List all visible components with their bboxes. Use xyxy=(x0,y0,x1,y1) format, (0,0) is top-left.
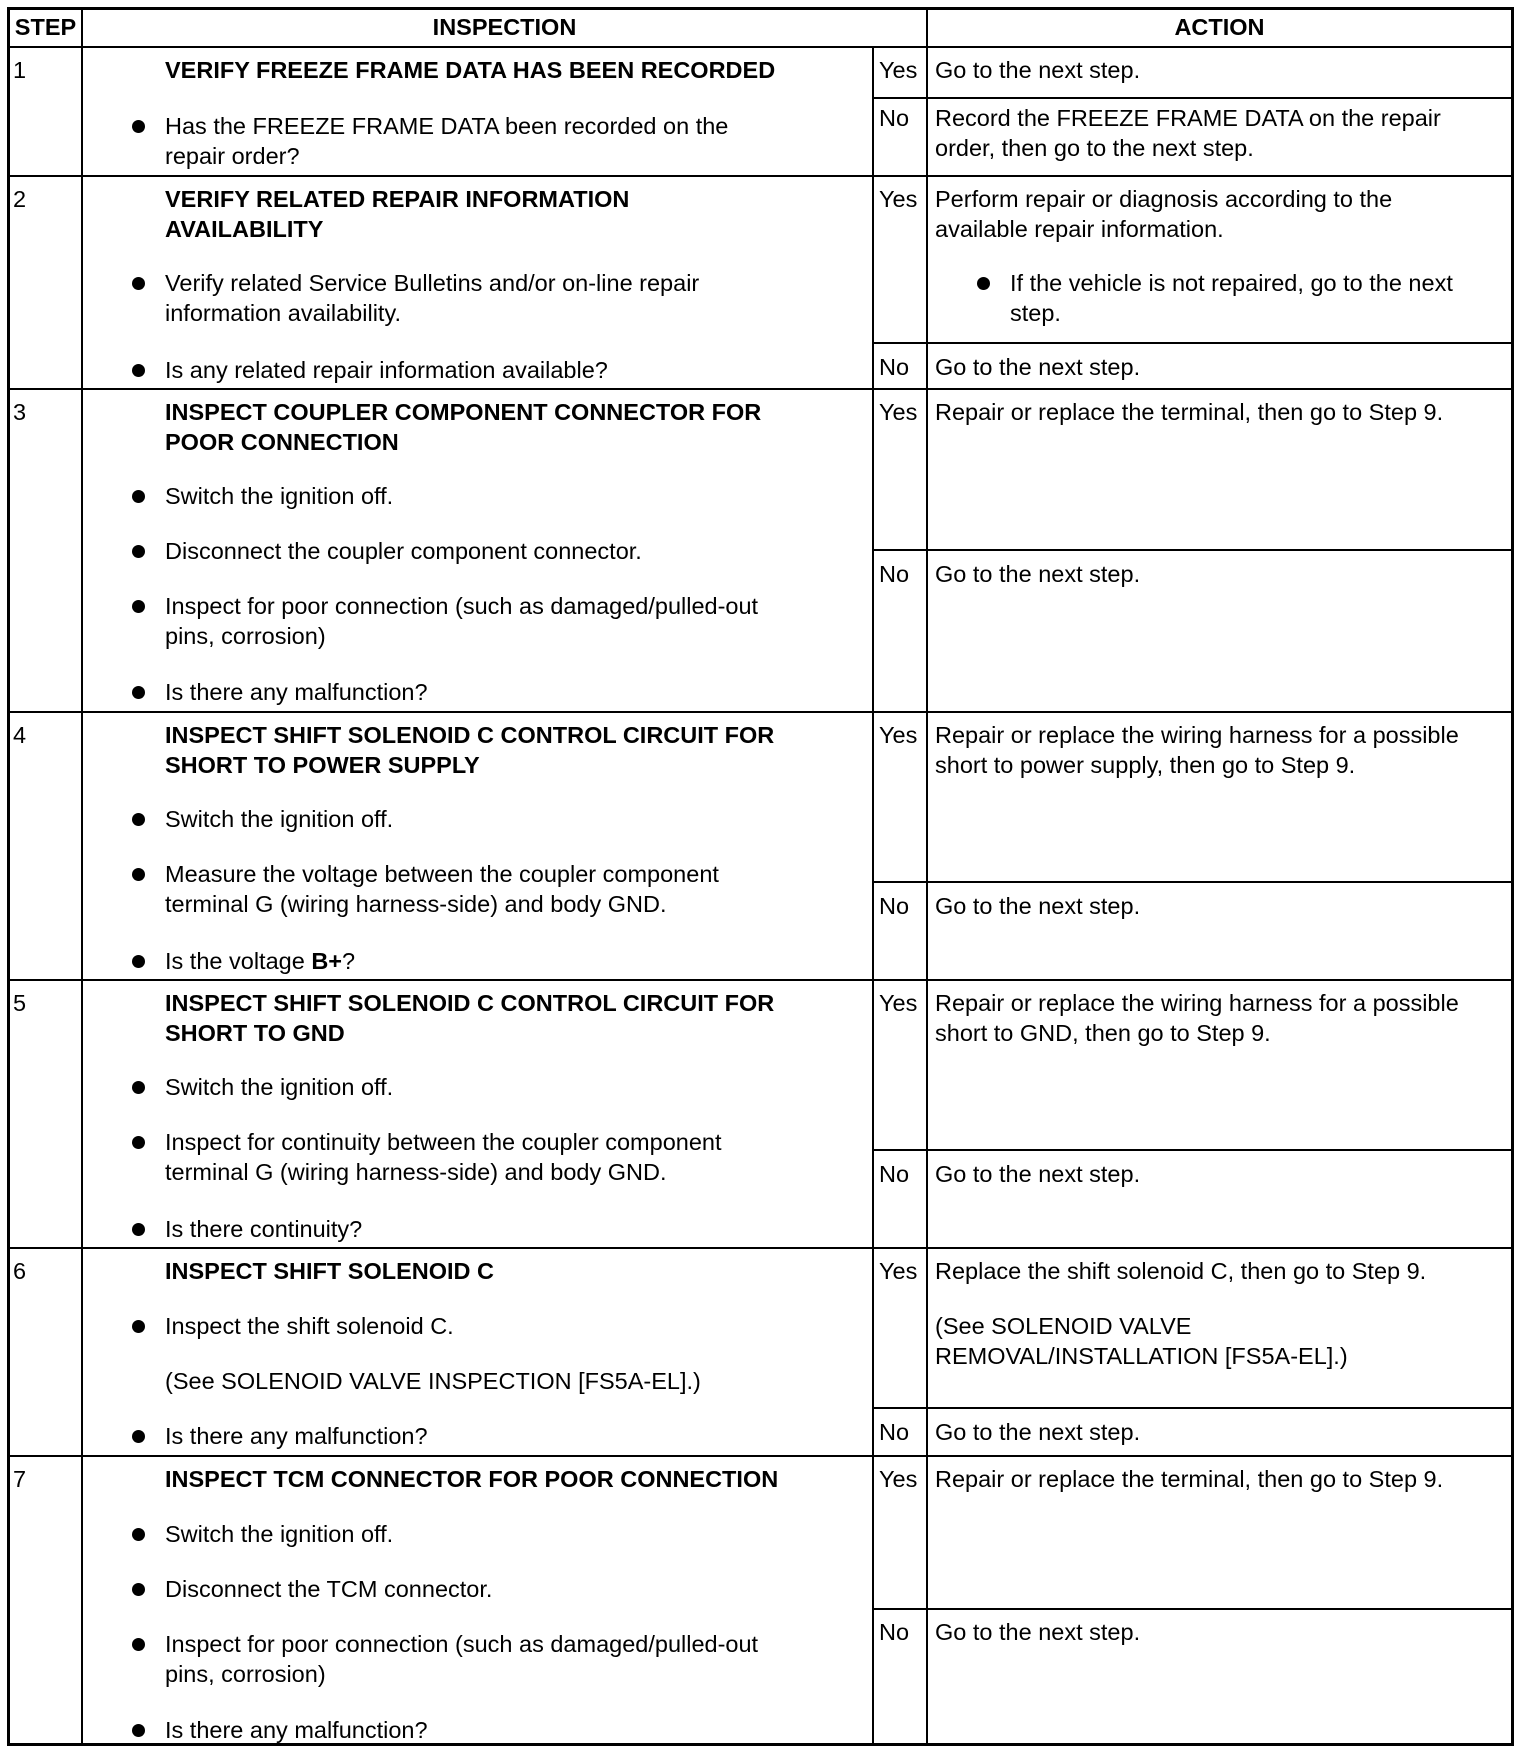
no-action: Go to the next step. xyxy=(935,1619,1141,1645)
bullet-icon xyxy=(132,364,145,377)
step-number: 3 xyxy=(13,399,27,425)
step-number: 6 xyxy=(13,1258,27,1284)
row-divider-4 xyxy=(7,979,1513,981)
step-number: 2 xyxy=(13,186,27,212)
inspection-bullet xyxy=(165,946,865,976)
bullet-icon xyxy=(977,277,990,290)
bullet-icon xyxy=(132,1583,145,1596)
step-title: VERIFY RELATED REPAIR INFORMATION AVAILABILITY xyxy=(165,186,630,242)
no-label: No xyxy=(879,1619,910,1645)
yes-no-divider-1 xyxy=(872,97,1513,99)
table-border-left xyxy=(7,7,10,1746)
yes-label: Yes xyxy=(879,990,918,1016)
yes-no-divider-5 xyxy=(872,1149,1513,1151)
yes-action: Repair or replace the terminal, then go to Step 9. xyxy=(935,399,1444,425)
row-divider-3 xyxy=(7,711,1513,713)
step-number: 7 xyxy=(13,1466,27,1492)
bullet-icon xyxy=(132,1528,145,1541)
row-divider-6 xyxy=(7,1455,1513,1457)
column-divider-step xyxy=(81,7,83,1746)
yes-action: Repair or replace the wiring harness for a possible short to power supply, then go to Step 9. xyxy=(935,722,1459,778)
step-number: 5 xyxy=(13,990,27,1016)
bullet-icon xyxy=(132,1430,145,1443)
bullet-icon xyxy=(132,1320,145,1333)
bullet-icon xyxy=(132,1136,145,1149)
bullet-icon xyxy=(132,545,145,558)
no-action: Go to the next step. xyxy=(935,1161,1141,1187)
inspection-bullet: Inspect for poor connection (such as damaged/pulled-out pins, corrosion) xyxy=(165,1631,759,1687)
yes-no-divider-3 xyxy=(872,549,1513,551)
yes-action: Repair or replace the terminal, then go to Step 9. xyxy=(935,1466,1444,1492)
no-label: No xyxy=(879,561,910,587)
no-action: Go to the next step. xyxy=(935,561,1141,587)
no-label: No xyxy=(879,105,910,131)
no-label: No xyxy=(879,1419,910,1445)
yes-no-divider-6 xyxy=(872,1407,1513,1409)
column-divider-action xyxy=(926,7,928,1746)
question-value: B+ xyxy=(311,948,343,974)
no-label: No xyxy=(879,1161,910,1187)
row-divider-5 xyxy=(7,1247,1513,1249)
no-action: Go to the next step. xyxy=(935,1419,1141,1445)
yes-label: Yes xyxy=(879,1258,918,1284)
table-border-top xyxy=(7,7,1513,10)
no-label: No xyxy=(879,893,910,919)
inspection-note: (See SOLENOID VALVE INSPECTION [FS5A-EL].) xyxy=(165,1368,701,1394)
inspection-bullet: Switch the ignition off. xyxy=(165,1521,394,1547)
bullet-icon xyxy=(132,1081,145,1094)
inspection-bullet: Inspect for poor connection (such as damaged/pulled-out pins, corrosion) xyxy=(165,593,759,649)
step-title: INSPECT TCM CONNECTOR FOR POOR CONNECTION xyxy=(165,1466,779,1492)
inspection-bullet: Has the FREEZE FRAME DATA been recorded on the repair order? xyxy=(165,113,729,169)
step-number: 1 xyxy=(13,57,27,83)
inspection-bullet: Verify related Service Bulletins and/or on-line repair information availability. xyxy=(165,270,700,326)
inspection-bullet: Inspect for continuity between the coupler component terminal G (wiring harness-side) and body GND. xyxy=(165,1129,722,1185)
step-title: INSPECT SHIFT SOLENOID C CONTROL CIRCUIT FOR SHORT TO GND xyxy=(165,990,775,1046)
step-title: INSPECT SHIFT SOLENOID C CONTROL CIRCUIT FOR SHORT TO POWER SUPPLY xyxy=(165,722,775,778)
no-action: Record the FREEZE FRAME DATA on the repair order, then go to the next step. xyxy=(935,105,1441,161)
inspection-bullet: Is any related repair information available? xyxy=(165,357,608,383)
yes-no-divider-7 xyxy=(872,1608,1513,1610)
row-divider-2 xyxy=(7,388,1513,390)
bullet-icon xyxy=(132,1223,145,1236)
yes-action: Go to the next step. xyxy=(935,57,1141,83)
action-note: (See SOLENOID VALVE REMOVAL/INSTALLATION [FS5A-EL].) xyxy=(935,1313,1348,1369)
header-inspection: INSPECTION xyxy=(432,14,577,40)
yes-label: Yes xyxy=(879,399,918,425)
row-divider-1 xyxy=(7,175,1513,177)
yes-no-divider-2 xyxy=(872,342,1513,344)
inspection-bullet: Inspect the shift solenoid C. xyxy=(165,1313,454,1339)
bullet-icon xyxy=(132,1638,145,1651)
header-action: ACTION xyxy=(1174,14,1265,40)
bullet-icon xyxy=(132,813,145,826)
table-border-right xyxy=(1511,7,1514,1746)
question-text: Is the voltage xyxy=(165,948,312,974)
inspection-bullet: Disconnect the TCM connector. xyxy=(165,1576,493,1602)
yes-label: Yes xyxy=(879,57,918,83)
bullet-icon xyxy=(132,490,145,503)
inspection-bullet: Switch the ignition off. xyxy=(165,483,394,509)
step-title: INSPECT COUPLER COMPONENT CONNECTOR FOR POOR CONNECTION xyxy=(165,399,762,455)
column-divider-yes-no xyxy=(872,47,874,1746)
yes-label: Yes xyxy=(879,1466,918,1492)
action-subbullet: If the vehicle is not repaired, go to the next step. xyxy=(1010,270,1453,326)
header-step: STEP xyxy=(14,14,77,40)
bullet-icon xyxy=(132,120,145,133)
inspection-bullet: Is there any malfunction? xyxy=(165,1717,428,1743)
bullet-icon xyxy=(132,686,145,699)
no-action: Go to the next step. xyxy=(935,893,1141,919)
inspection-bullet: Is there any malfunction? xyxy=(165,679,428,705)
no-action: Go to the next step. xyxy=(935,354,1141,380)
header-divider xyxy=(7,46,1513,48)
bullet-icon xyxy=(132,955,145,968)
bullet-icon xyxy=(132,1724,145,1737)
inspection-bullet: Is there any malfunction? xyxy=(165,1423,428,1449)
yes-label: Yes xyxy=(879,722,918,748)
bullet-icon xyxy=(132,277,145,290)
step-title: INSPECT SHIFT SOLENOID C xyxy=(165,1258,495,1284)
inspection-bullet: Is there continuity? xyxy=(165,1216,363,1242)
yes-action: Replace the shift solenoid C, then go to Step 9. xyxy=(935,1258,1427,1284)
bullet-icon xyxy=(132,868,145,881)
inspection-bullet: Disconnect the coupler component connector. xyxy=(165,538,642,564)
yes-label: Yes xyxy=(879,186,918,212)
yes-action: Repair or replace the wiring harness for a possible short to GND, then go to Step 9. xyxy=(935,990,1459,1046)
step-title: VERIFY FREEZE FRAME DATA HAS BEEN RECORDED xyxy=(165,57,776,83)
no-label: No xyxy=(879,354,910,380)
yes-action: Perform repair or diagnosis according to the available repair information. xyxy=(935,186,1393,242)
inspection-bullet: Measure the voltage between the coupler component terminal G (wiring harness-side) and body GND. xyxy=(165,861,719,917)
step-number: 4 xyxy=(13,722,27,748)
inspection-bullet: Switch the ignition off. xyxy=(165,806,394,832)
bullet-icon xyxy=(132,600,145,613)
yes-no-divider-4 xyxy=(872,881,1513,883)
question-end: ? xyxy=(342,948,356,974)
inspection-bullet: Switch the ignition off. xyxy=(165,1074,394,1100)
